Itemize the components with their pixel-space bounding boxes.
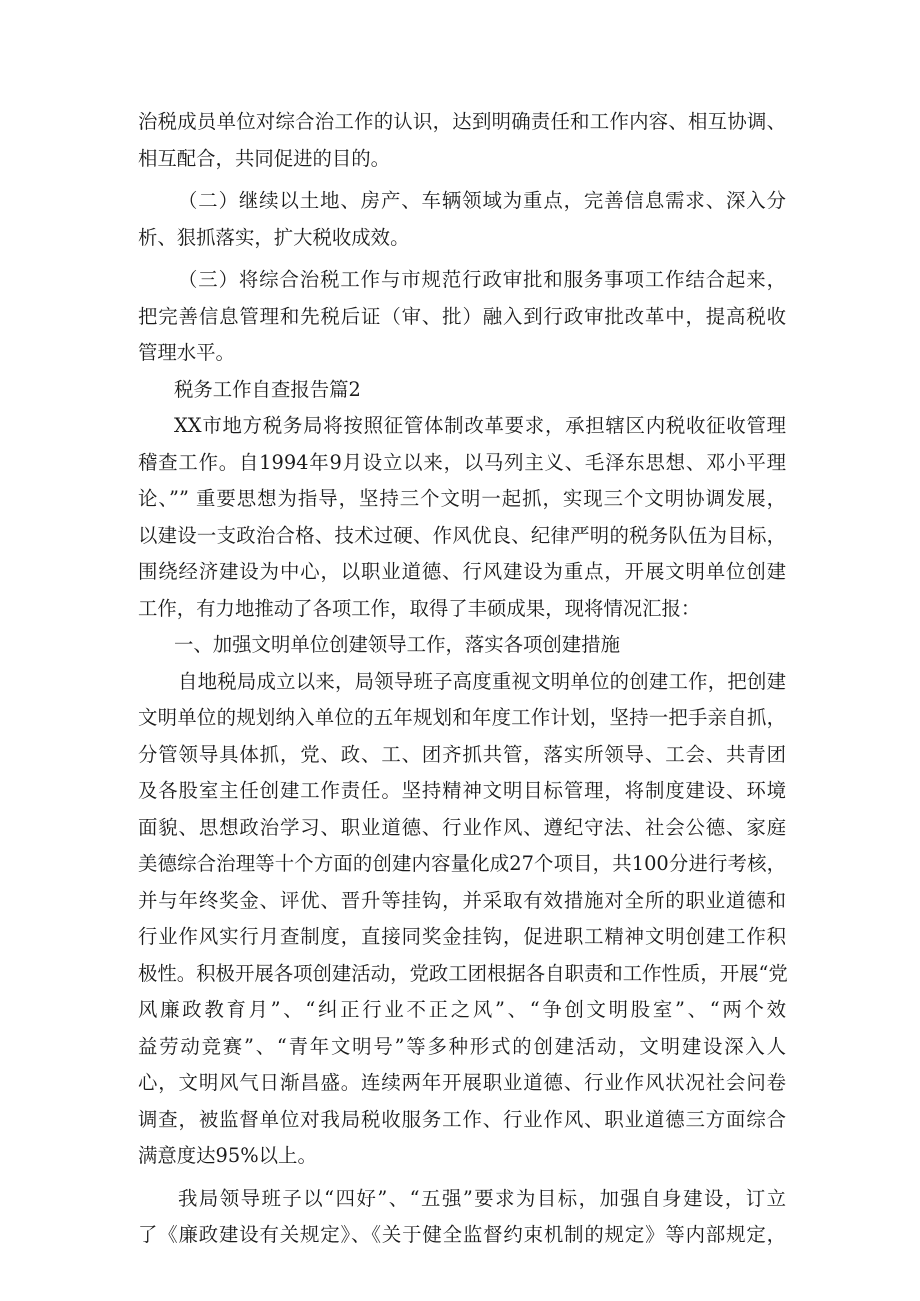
paragraph-line: 工作，有力地推动了各项工作，取得了丰硕成果，现将情况汇报：	[138, 596, 701, 620]
paragraph-line: 析、狠抓落实，扩大税收成效。	[138, 225, 410, 249]
paragraph-line: 治税成员单位对综合治工作的认识，达到明确责任和工作内容、相互协调、	[138, 110, 786, 133]
paragraph-line: 论、”” 重要思想为指导，坚持三个文明一起抓，实现三个文明协调发展，	[138, 487, 786, 510]
paragraph-line: 了《廉政建设有关规定》、《关于健全监督约束机制的规定》等内部规定，	[138, 1223, 786, 1246]
paragraph-line: 面貌、思想政治学习、职业道德、行业作风、遵纪守法、社会公德、家庭	[138, 815, 786, 839]
paragraph-line: 并与年终奖金、评优、晋升等挂钩，并采取有效措施对全所的职业道德和	[138, 888, 786, 912]
paragraph-line: 围绕经济建设为中心，以职业道德、行风建设为重点，开展文明单位创建	[138, 560, 786, 583]
paragraph-line: 管理水平。	[138, 341, 235, 364]
paragraph-line: 行业作风实行月查制度，直接同奖金挂钩，促进职工精神文明创建工作积	[138, 925, 786, 948]
paragraph-line: 我局领导班子以“四好”、“五强”要求为目标，加强自身建设，订立	[178, 1186, 786, 1210]
paragraph-line: 分管领导具体抓，党、政、工、团齐抓共管，落实所领导、工会、共青团	[138, 742, 786, 766]
subsection-heading: 一、加强文明单位创建领导工作，落实各项创建措施	[174, 633, 620, 656]
paragraph-line: 文明单位的规划纳入单位的五年规划和年度工作计划，坚持一把手亲自抓，	[138, 706, 786, 729]
paragraph-line: 及各股室主任创建工作责任。坚持精神文明目标管理，将制度建设、环境	[138, 779, 786, 802]
paragraph-line: 稽查工作。自1994年9月设立以来，以马列主义、毛泽东思想、邓小平理	[138, 450, 786, 474]
paragraph-line: 调查，被监督单位对我局税收服务工作、行业作风、职业道德三方面综合	[138, 1107, 786, 1131]
paragraph-line: XX市地方税务局将按照征管体制改革要求，承担辖区内税收征收管理	[174, 414, 786, 437]
paragraph-line: 以建设一支政治合格、技术过硬、作风优良、纪律严明的税务队伍为目标，	[138, 523, 786, 547]
section-heading: 税务工作自查报告篇2	[174, 377, 361, 401]
paragraph-line: 自地税局成立以来，局领导班子高度重视文明单位的创建工作，把创建	[178, 669, 786, 693]
paragraph-line: （二）继续以土地、房产、车辆领域为重点，完善信息需求、深入分	[178, 189, 786, 212]
paragraph-line: 相互配合，共同促进的目的。	[138, 146, 391, 170]
paragraph-line: 美德综合治理等十个方面的创建内容量化成27个项目，共100分进行考核，	[138, 852, 786, 875]
paragraph-line: 把完善信息管理和先税后证（审、批）融入到行政审批改革中，提高税收	[138, 304, 786, 328]
paragraph-line: 满意度达95%以上。	[138, 1144, 317, 1167]
paragraph-line: （三）将综合治税工作与市规范行政审批和服务事项工作结合起来，	[178, 268, 786, 291]
paragraph-line: 极性。积极开展各项创建活动，党政工团根据各自职责和工作性质，开展“党	[138, 961, 788, 985]
paragraph-line: 风廉政教育月”、“纠正行业不正之风”、“争创文明股室”、“两个效	[138, 998, 786, 1021]
paragraph-line: 心，文明风气日渐昌盛。连续两年开展职业道德、行业作风状况社会问卷	[138, 1071, 786, 1094]
paragraph-line: 益劳动竞赛”、“青年文明号”等多种形式的创建活动，文明建设深入人	[138, 1034, 786, 1058]
document-body	[138, 104, 786, 1254]
